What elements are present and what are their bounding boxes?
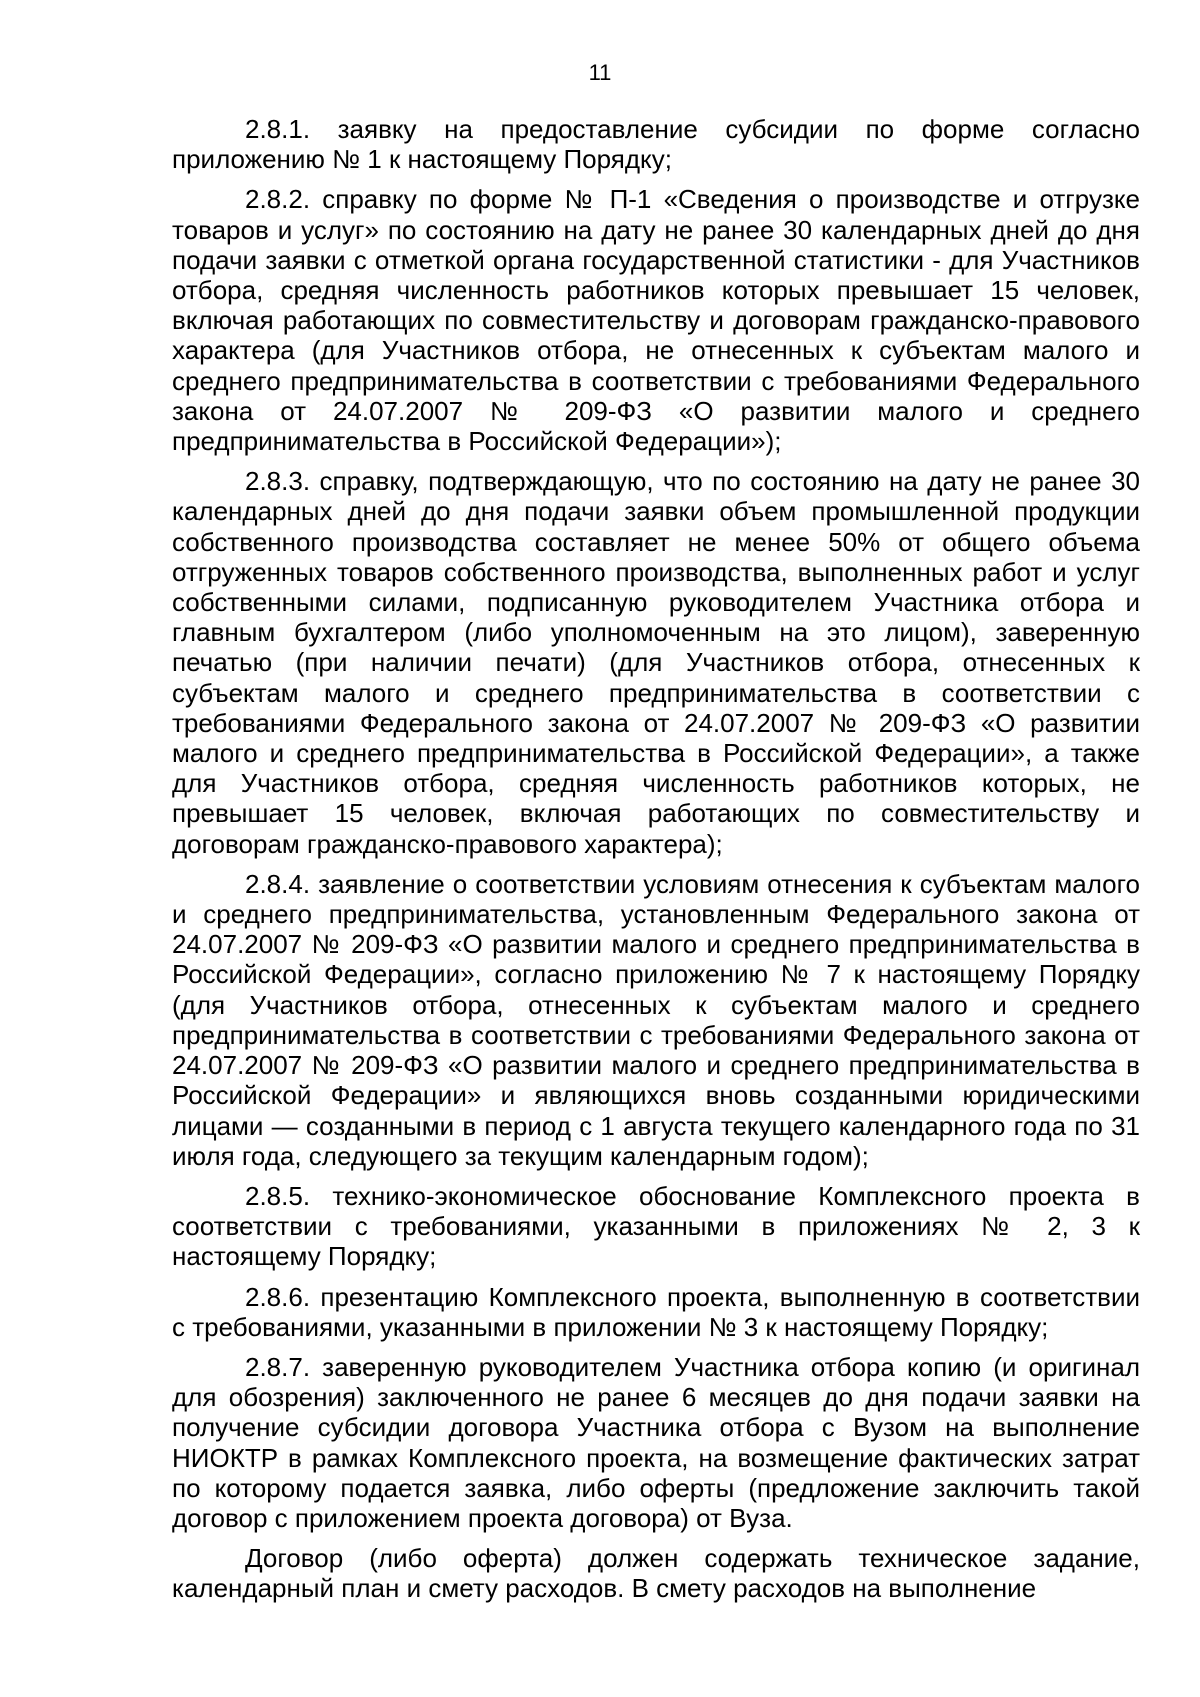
paragraph-2-8-2: 2.8.2. справку по форме № П-1 «Сведения о производстве и отгрузке товаров и услуг» по состоянию на дату не ранее 30 календарных дней до дня подачи заявки с отметкой органа государственной статистики - для Участников отбора, средняя численность работников которых превышает 15 человек, включая работающих по совместительству и договорам гражданско-правового характера (для Участников отбора, не отнесенных к субъектам малого и среднего предпринимательства в соответствии с требованиями Федерального закона от 24.07.2007 № 209-ФЗ «О развитии малого и среднего предпринимательства в Российской Федерации»); [172,184,1140,457]
paragraph-2-8-7: 2.8.7. заверенную руководителем Участника отбора копию (и оригинал для обозрения) заключенного не ранее 6 месяцев до дня подачи заявки на получение субсидии договора Участника отбора с Вузом на выполнение НИОКТР в рамках Комплексного проекта, на возмещение фактических затрат по которому подается заявка, либо оферты (предложение заключить такой договор с приложением проекта договора) от Вуза. [172,1351,1140,1533]
paragraph-2-8-4: 2.8.4. заявление о соответствии условиям отнесения к субъектам малого и среднего предпринимательства, установленным Федерального закона от 24.07.2007 № 209-ФЗ «О развитии малого и среднего предпринимательства в Российской Федерации», согласно приложению № 7 к настоящему Порядку (для Участников отбора, отнесенных к субъектам малого и среднего предпринимательства в соответствии с требованиями Федерального закона от 24.07.2007 № 209-ФЗ «О развитии малого и среднего предпринимательства в Российской Федерации» и являющихся вновь созданными юридическими лицами — созданными в период с 1 августа текущего календарного года по 31 июля года, следующего за текущим календарным годом); [172,868,1140,1171]
paragraph-2-8-1: 2.8.1. заявку на предоставление субсидии по форме согласно приложению № 1 к настоящему Порядку; [172,114,1140,175]
paragraph-2-8-3: 2.8.3. справку, подтверждающую, что по состоянию на дату не ранее 30 календарных дней до дня подачи заявки объем промышленной продукции собственного производства составляет не менее 50% от общего объема отгруженных товаров собственного производства, выполненных работ и услуг собственными силами, подписанную руководителем Участника отбора и главным бухгалтером (либо уполномоченным на это лицом), заверенную печатью (при наличии печати) (для Участников отбора, отнесенных к субъектам малого и среднего предпринимательства в соответствии с требованиями Федерального закона от 24.07.2007 № 209-ФЗ «О развитии малого и среднего предпринимательства в Российской Федерации», а также для Участников отбора, средняя численность работников которых, не превышает 15 человек, включая работающих по совместительству и договорам гражданско-правового характера); [172,466,1140,859]
paragraph-2-8-5: 2.8.5. технико-экономическое обоснование Комплексного проекта в соответствии с требованиями, указанными в приложениях № 2, 3 к настоящему Порядку; [172,1180,1140,1272]
page-number: 11 [588,60,612,85]
paragraph-2-8-6: 2.8.6. презентацию Комплексного проекта, выполненную в соответствии с требованиями, указанными в приложении № 3 к настоящему Порядку; [172,1281,1140,1342]
paragraph-contract-requirements: Договор (либо оферта) должен содержать техническое задание, календарный план и смету расходов. В смету расходов на выполнение [172,1543,1140,1604]
document-body [172,114,1140,1604]
